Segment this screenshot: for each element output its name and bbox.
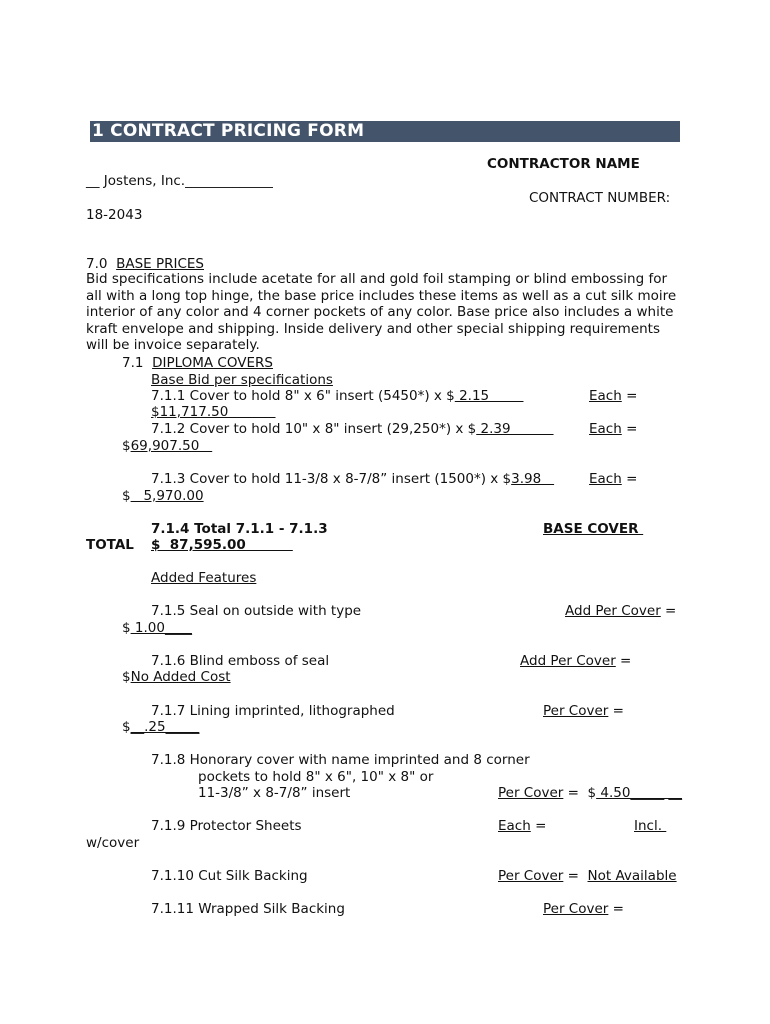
feature-717-value: __.25_____	[130, 719, 200, 735]
feature-719-value: Incl.	[634, 818, 667, 834]
feature-717-unit	[543, 703, 624, 720]
feature-7110-unit	[498, 868, 677, 885]
item-713-text: 7.1.3 Cover to hold 11-3/8 x 8-7/8” insert (1500*) x $	[151, 471, 512, 487]
feature-719-unit	[498, 818, 546, 835]
feature-716-text: 7.1.6 Blind emboss of seal	[151, 653, 330, 669]
item-712-price: 2.39	[476, 421, 554, 437]
feature-717-text: 7.1.7 Lining imprinted, lithographed	[151, 703, 395, 719]
item-712-total: 69,907.50	[130, 438, 213, 454]
feature-7110-label: Per Cover	[498, 868, 564, 884]
item-713	[151, 471, 554, 488]
item-713-unit	[589, 471, 637, 488]
feature-718-line1: 7.1.8 Honorary cover with name imprinted and 8 corner	[151, 752, 530, 768]
feature-716-value-line	[122, 669, 231, 686]
item-714-total: $ 87,595.00	[151, 537, 293, 553]
feature-716-eq: =	[615, 653, 632, 669]
feature-715-eq: =	[660, 603, 677, 619]
item-712	[151, 421, 554, 438]
feature-717-label: Per Cover	[543, 703, 609, 719]
item-712-dollar: $	[122, 438, 131, 454]
feature-716-label: Add Per Cover	[520, 653, 616, 669]
feature-715-value-line	[122, 620, 192, 637]
item-711-eq: =	[621, 388, 638, 404]
feature-718-label: Per Cover	[498, 785, 564, 801]
item-712-eq: =	[621, 421, 638, 437]
item-713-eq: =	[621, 471, 638, 487]
item-711	[151, 388, 523, 405]
diploma-number: 7.1	[122, 355, 144, 371]
contractor-name-label: CONTRACTOR NAME	[487, 156, 640, 172]
feature-7111-text: 7.1.11 Wrapped Silk Backing	[151, 901, 345, 917]
item-711-price: 2.15	[454, 388, 524, 404]
item-712-total-line	[122, 438, 212, 455]
feature-718-unit	[498, 785, 682, 802]
feature-719-text: 7.1.9 Protector Sheets	[151, 818, 302, 834]
feature-719-cont: w/cover	[86, 835, 140, 851]
form-title: 1 CONTRACT PRICING FORM	[92, 121, 365, 141]
item-713-total: 5,970.00	[130, 488, 204, 504]
item-713-price: 3.98	[511, 471, 555, 487]
feature-717-dollar: $	[122, 719, 131, 735]
contract-number-value: 18-2043	[86, 207, 143, 223]
feature-715-unit	[565, 603, 676, 620]
section-title: BASE PRICES	[116, 256, 204, 272]
feature-719-eq: =	[530, 818, 547, 834]
item-713-dollar: $	[122, 488, 131, 504]
feature-7111-label: Per Cover	[543, 901, 609, 917]
feature-718-line3: 11-3/8” x 8-7/8” insert	[198, 785, 351, 801]
feature-718-eq: = $	[563, 785, 597, 801]
section-number: 7.0	[86, 256, 108, 272]
item-711-each: Each	[589, 388, 622, 404]
item-712-each: Each	[589, 421, 622, 437]
feature-716-dollar: $	[122, 669, 131, 685]
item-711-total: $11,717.50	[151, 404, 276, 420]
feature-716-value: No Added Cost	[130, 669, 231, 685]
item-711-unit	[589, 388, 637, 405]
added-features-title: Added Features	[151, 570, 257, 586]
feature-717-eq: =	[608, 703, 624, 719]
item-712-unit	[589, 421, 637, 438]
diploma-heading	[122, 355, 273, 372]
form-title-bar	[90, 121, 680, 142]
item-713-each: Each	[589, 471, 622, 487]
feature-716-unit	[520, 653, 631, 670]
item-713-total-line	[122, 488, 204, 505]
section-description: Bid specifications include acetate for all and gold foil stamping or blind embossing for all with a long top hinge, the base price includes these items as well as a cut silk moire interior of any color and 4 corner pockets of any color. Base price also includes a white kraft envelope and shipping. Inside delivery and other special shipping requirements will be invoice separately.	[86, 271, 677, 354]
contract-number-label: CONTRACT NUMBER:	[529, 190, 671, 206]
feature-717-value-line	[122, 719, 199, 736]
base-bid-label: Base Bid per specifications	[151, 372, 333, 388]
diploma-title: DIPLOMA COVERS	[152, 355, 273, 371]
feature-7110-eq: =	[563, 868, 588, 884]
feature-715-label: Add Per Cover	[565, 603, 661, 619]
feature-718-line2: pockets to hold 8" x 6", 10" x 8" or	[198, 769, 434, 785]
feature-715-value: 1.00____	[130, 620, 192, 636]
feature-7111-unit	[543, 901, 624, 918]
feature-7110-value: Not Available	[587, 868, 677, 884]
item-714-total-label: TOTAL	[86, 537, 134, 553]
item-714-base-cover: BASE COVER	[543, 521, 644, 537]
feature-718-value: 4.50_____ __	[596, 785, 683, 801]
feature-719-label: Each	[498, 818, 531, 834]
item-712-text: 7.1.2 Cover to hold 10" x 8" insert (29,250*) x $	[151, 421, 477, 437]
contractor-name-value: __ Jostens, Inc._____________	[86, 173, 273, 189]
feature-715-dollar: $	[122, 620, 131, 636]
feature-7110-text: 7.1.10 Cut Silk Backing	[151, 868, 308, 884]
item-711-text: 7.1.1 Cover to hold 8" x 6" insert (5450*) x $	[151, 388, 455, 404]
feature-7111-eq: =	[608, 901, 624, 917]
item-714-label: 7.1.4 Total 7.1.1 - 7.1.3	[151, 521, 328, 537]
feature-715-text: 7.1.5 Seal on outside with type	[151, 603, 362, 619]
